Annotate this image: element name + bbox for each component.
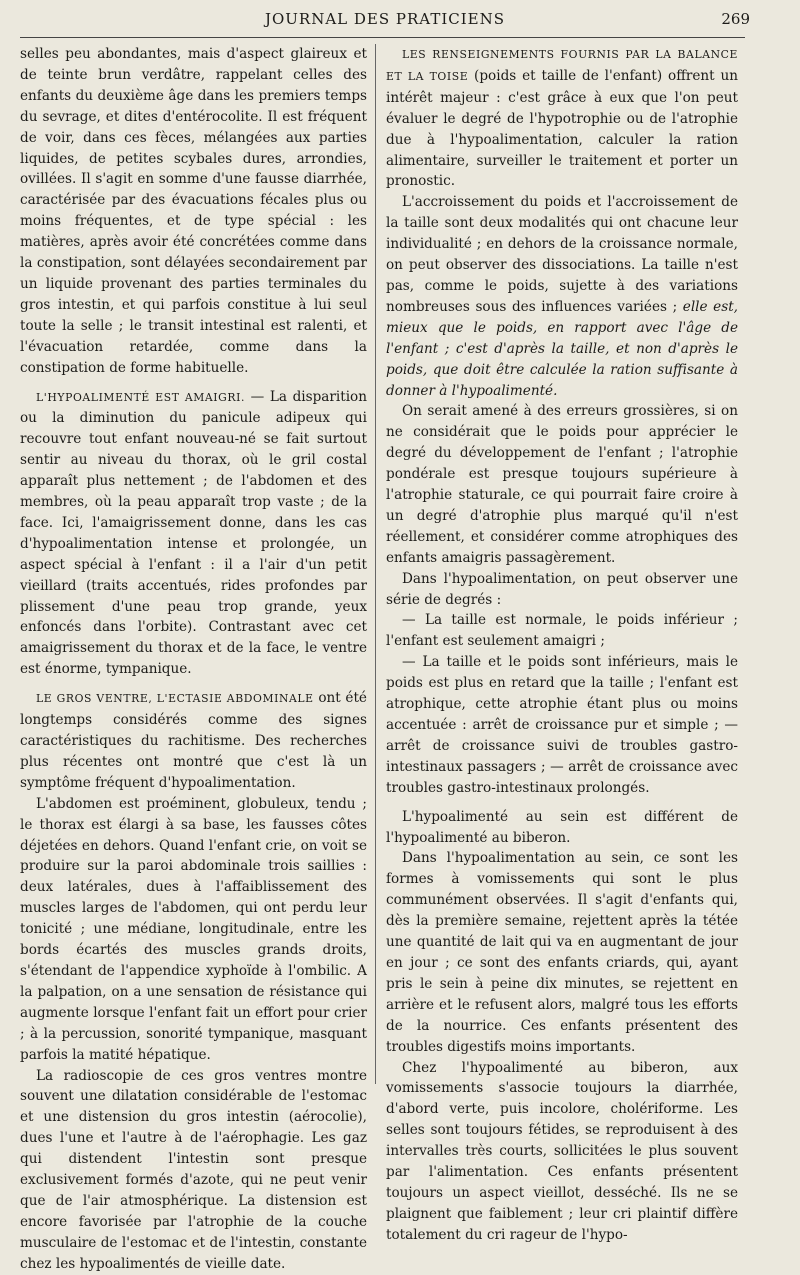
section-heading: LES RENSEIGNEMENTS FOURNIS PAR LA BALANCE ET LA TOISE — [386, 48, 738, 83]
paragraph — [20, 387, 367, 681]
right-column — [386, 44, 738, 1246]
paragraph: selles peu abondantes, mais d'aspect glaireux et de teinte brun verdâtre, rappelant celles des enfants du deuxième âge dans les premiers temps du sevrage, et dites d'entérocolite. Il est fréquent de voir, dans ces fèces, mélangées aux parties liquides, de petites scybales dures, arrondies, ovillées. Il s'agit en somme d'une fausse diarrhée, caractérisée par des évacuations fécales plus ou moins fréquentes, et de type spécial : les matières, après avoir été concrétées comme dans la constipation, sont délayées secondairement par un liquide provenant des parties terminales du gros intestin, et qui parfois constitue à lui seul toute la selle ; le transit intestinal est ralenti, et l'évacuation retardée, comme dans la constipation de forme habituelle. — [20, 46, 367, 376]
paragraph-body: ont été longtemps considérés comme des signes caractéristiques du rachitisme. Des recherches plus récentes ont montré que c'est là un symptôme fréquent d'hypoalimentation. — [20, 690, 367, 791]
section-heading: L'HYPOALIMENTÉ EST AMAIGRI. — [36, 390, 245, 404]
paragraph-body: — La disparition ou la diminution du panicule adipeux qui recouvre tout enfant nouveau-né se fait surtout sentir au niveau du thorax, où le gril costal apparaît plus nettement ; de l'abdomen et des membres, où la peau apparaît trop vaste ; de la face. Ici, l'amaigrissement donne, dans les cas d'hypoalimentation intense et prolongée, un aspect spécial à l'enfant : il a l'air d'un petit vieillard (traits accentués, rides profondes par plissement d'une peau trop grande, yeux enfoncés dans l'orbite). Contrastant avec cet amaigrissement du thorax et de la face, le ventre est énorme, tympanique. — [20, 388, 367, 678]
paragraph: Dans l'hypoalimentation au sein, ce sont les formes à vomissements qui sont le plus communément observées. Il s'agit d'enfants qui, dès la première semaine, rejettent après la tétée une quantité de lait qui va en augmentant de jour en jour ; ce sont des enfants criards, qui, ayant pris le sein à peine dix minutes, se rejettent en arrière et le refusent alors, malgré tous les efforts de la nourrice. Ces enfants présentent des troubles digestifs moins importants. — [386, 850, 738, 1055]
journal-title: JOURNAL DES PRATICIENS — [264, 10, 506, 28]
paragraph: Dans l'hypoalimentation, on peut observer une série de degrés : — [386, 570, 738, 608]
left-column — [20, 44, 367, 1275]
section-heading: LE GROS VENTRE, L'ECTASIE ABDOMINALE — [36, 692, 314, 706]
paragraph: Chez l'hypoalimenté au biberon, aux vomissements s'associe toujours la diarrhée, d'abord verte, puis incolore, cholériforme. Les selles sont toujours fétides, se reproduisent à des intervalles très courts, sollicitées le plus souvent par l'alimentation. Ces enfants présentent toujours un aspect vieillot, desséché. Ils ne se plaignent que faiblement ; leur cri plaintif diffère totalement du cri rageur de l'hypo- — [386, 1059, 738, 1243]
column-divider — [375, 44, 376, 1084]
italic-emphasis: elle est, mieux que le poids, en rapport avec l'âge de l'enfant ; c'est d'après la taille, et non d'après le poids, que doit être calculée la ration suffisante à donner à l'hypoalimenté. — [386, 298, 738, 399]
paragraph-body: (poids et taille de l'enfant) offrent un intérêt majeur : c'est grâce à eux que l'on peut évaluer le degré de l'hypotrophie ou de l'atrophie due à l'hypoalimentation, calculer la ration alimentaire, surveiller le traitement et porter un pronostic. — [386, 67, 738, 190]
paragraph: L'abdomen est proéminent, globuleux, tendu ; le thorax est élargi à sa base, les fausses côtes déjetées en dehors. Quand l'enfant crie, on voit se produire sur la paroi abdominale trois saillies : deux latérales, dues à l'affaiblissement des muscles larges de l'abdomen, qui ont perdu leur tonicité ; une médiane, longitudinale, entre les bords écartés des muscles grands droits, s'étendant de l'appendice xyphoïde à l'ombilic. A la palpation, on a une sensation de résistance qui augmente lorsque l'enfant fait un effort pour crier ; à la percussion, sonorité tympanique, masquant parfois la matité hépatique. — [20, 795, 367, 1063]
list-item: — La taille et le poids sont inférieurs, mais le poids est plus en retard que la taille ; l'enfant est atrophique, cette atrophie étant plus ou moins accentuée : arrêt de croissance pur et simple ; — arrêt de croissance suivi de troubles gastro-intestinaux passagers ; — arrêt de croissance avec troubles gastro-intestinaux prolongés. — [386, 654, 738, 796]
paragraph: L'hypoalimenté au sein est différent de l'hypoalimenté au biberon. — [386, 808, 738, 846]
page-number: 269 — [721, 10, 750, 28]
list-item: — La taille est normale, le poids inférieur ; l'enfant est seulement amaigri ; — [386, 612, 738, 650]
paragraph: On serait amené à des erreurs grossières, si on ne considérait que le poids pour apprécier le degré du développement de l'enfant ; l'atrophie pondérale est presque toujours supérieure à l'atrophie staturale, ce qui pourrait faire croire à un degré d'atrophie plus marqué qu'il n'est réellement, et considérer comme atrophiques des enfants amaigris passagèrement. — [386, 403, 738, 566]
running-header — [20, 8, 750, 32]
header-rule — [20, 37, 745, 38]
paragraph — [386, 192, 738, 401]
paragraph — [20, 688, 367, 794]
paragraph: La radioscopie de ces gros ventres montre souvent une dilatation considérable de l'estomac et une distension du gros intestin (aérocolie), dues l'une et l'autre à de l'aérophagie. Les gaz qui distendent l'intestin sont presque exclusivement formés d'azote, qui ne peut venir que de l'air atmosphérique. La distension est encore favorisée par l'atrophie de la couche musculaire de l'estomac et de l'intestin, constante chez les hypoalimentés de vieille date. — [20, 1067, 367, 1272]
paragraph — [386, 44, 738, 192]
paragraph-body: L'accroissement du poids et l'accroissement de la taille sont deux modalités qui ont chacune leur individualité ; en dehors de la croissance normale, on peut observer des dissociations. La taille n'est pas, comme le poids, sujette à des variations nombreuses sous des influences variées ; — [386, 194, 738, 315]
